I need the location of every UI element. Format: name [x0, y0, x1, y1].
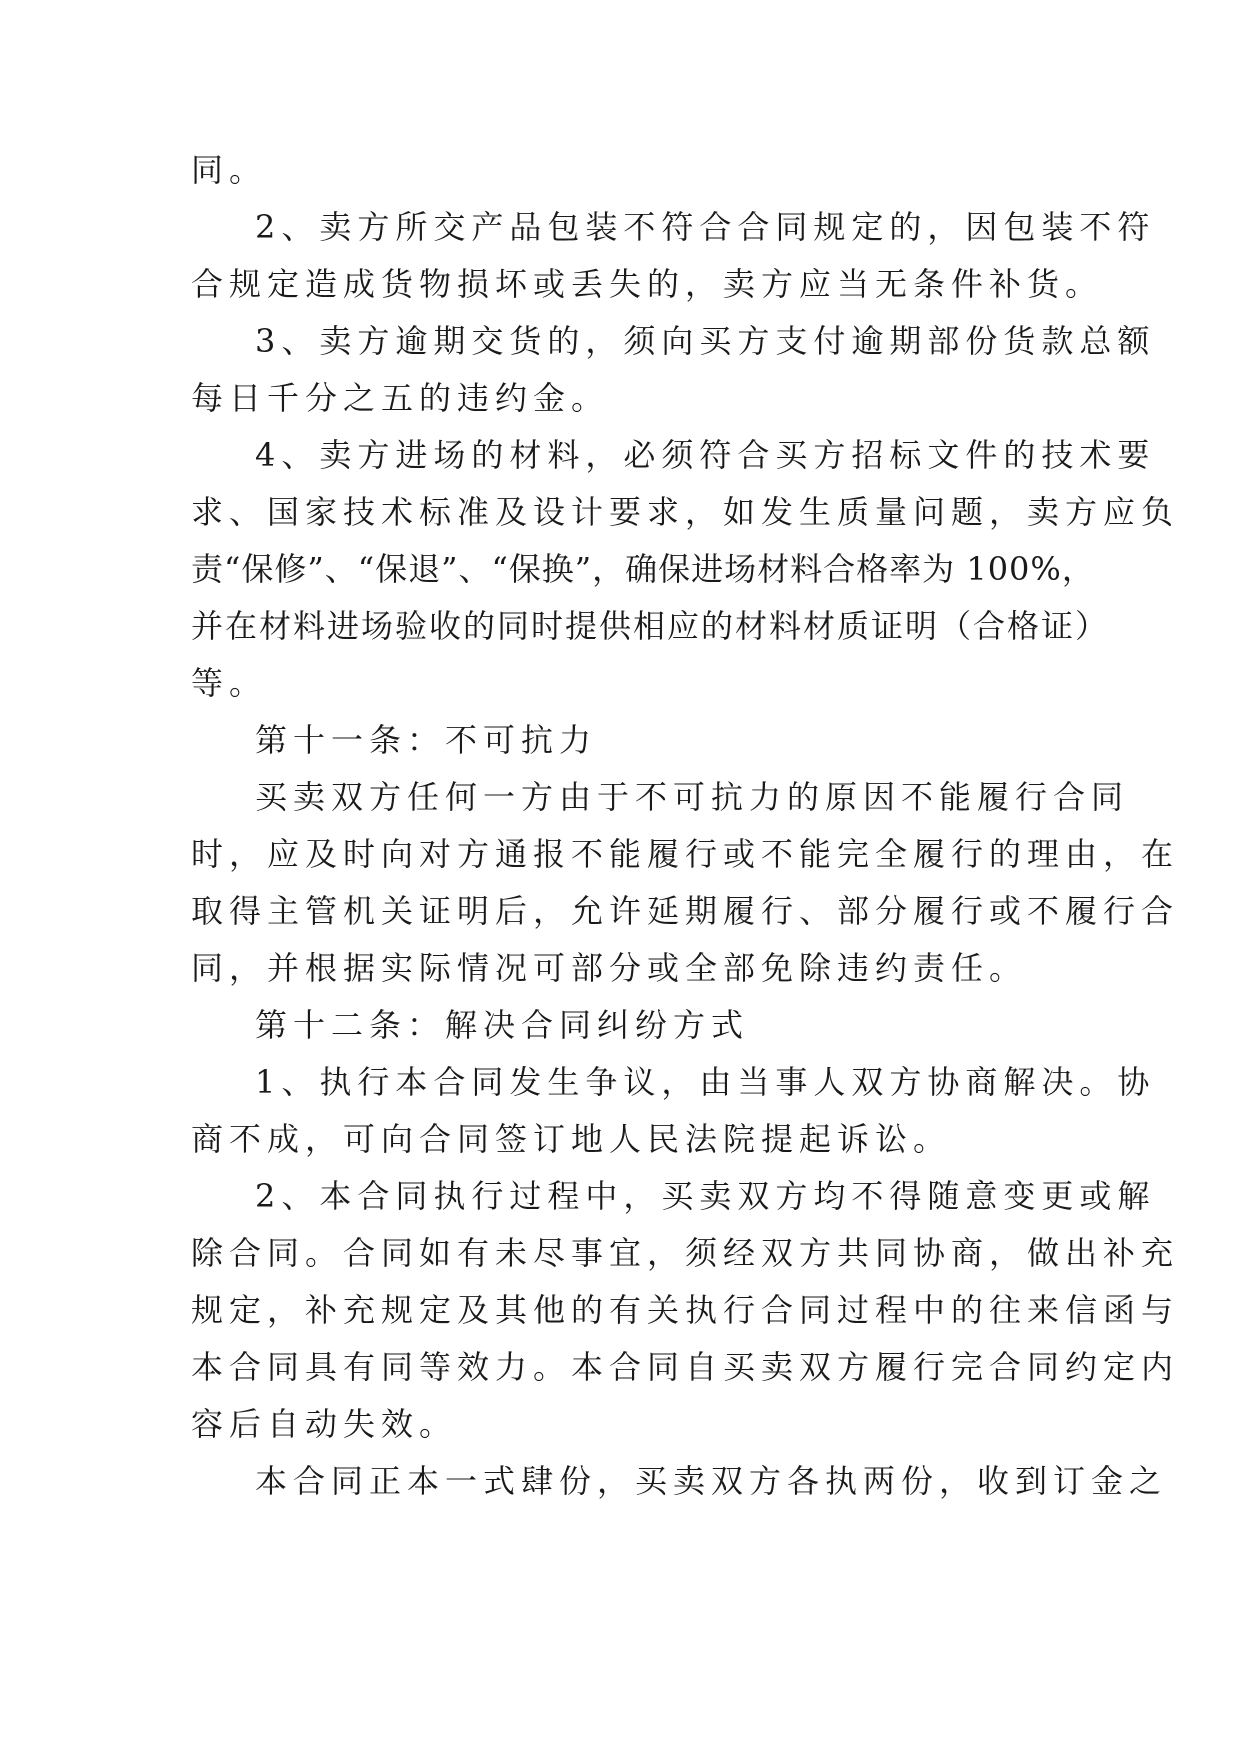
text-line: 除合同。合同如有未尽事宜，须经双方共同协商，做出补充 [191, 1234, 1180, 1272]
paragraph-first-line: 买卖双方任何一方由于不可抗力的原因不能履行合同 [255, 778, 1130, 816]
text-line: 容后自动失效。 [191, 1405, 458, 1443]
text-line: 等。 [191, 664, 268, 702]
section-heading: 第十二条：解决合同纠纷方式 [255, 1006, 750, 1044]
paragraph-first-line: 4、卖方进场的材料，必须符合买方招标文件的技术要 [255, 436, 1156, 474]
text-line: 商不成，可向合同签订地人民法院提起诉讼。 [191, 1120, 952, 1158]
text-line: 时，应及时向对方通报不能履行或不能完全履行的理由，在 [191, 835, 1180, 873]
text-line: 本合同具有同等效力。本合同自买卖双方履行完合同约定内 [191, 1348, 1180, 1386]
text-line: 并在材料进场验收的同时提供相应的材料材质证明（合格证） [191, 607, 1110, 645]
text-line: 合规定造成货物损坏或丢失的，卖方应当无条件补货。 [191, 265, 1104, 303]
paragraph-first-line: 1、执行本合同发生争议，由当事人双方协商解决。协 [255, 1063, 1156, 1101]
text-line: 取得主管机关证明后，允许延期履行、部分履行或不履行合 [191, 892, 1180, 930]
paragraph-first-line: 2、本合同执行过程中，买卖双方均不得随意变更或解 [255, 1177, 1156, 1215]
paragraph-first-line: 本合同正本一式肆份，买卖双方各执两份，收到订金之 [255, 1462, 1168, 1500]
text-line: 每日千分之五的违约金。 [191, 379, 610, 417]
text-line: 责“保修”、“保退”、“保换”，确保进场材料合格率为 100%， [191, 550, 1095, 588]
section-heading: 第十一条：不可抗力 [255, 721, 598, 759]
text-line: 同，并根据实际情况可部分或全部免除违约责任。 [191, 949, 1028, 987]
paragraph-first-line: 2、卖方所交产品包装不符合合同规定的，因包装不符 [255, 208, 1156, 246]
text-line: 求、国家技术标准及设计要求，如发生质量问题，卖方应负 [191, 493, 1180, 531]
text-line: 同。 [191, 151, 268, 189]
paragraph-first-line: 3、卖方逾期交货的，须向买方支付逾期部份货款总额 [255, 322, 1156, 360]
text-line: 规定，补充规定及其他的有关执行合同过程中的往来信函与 [191, 1291, 1180, 1329]
